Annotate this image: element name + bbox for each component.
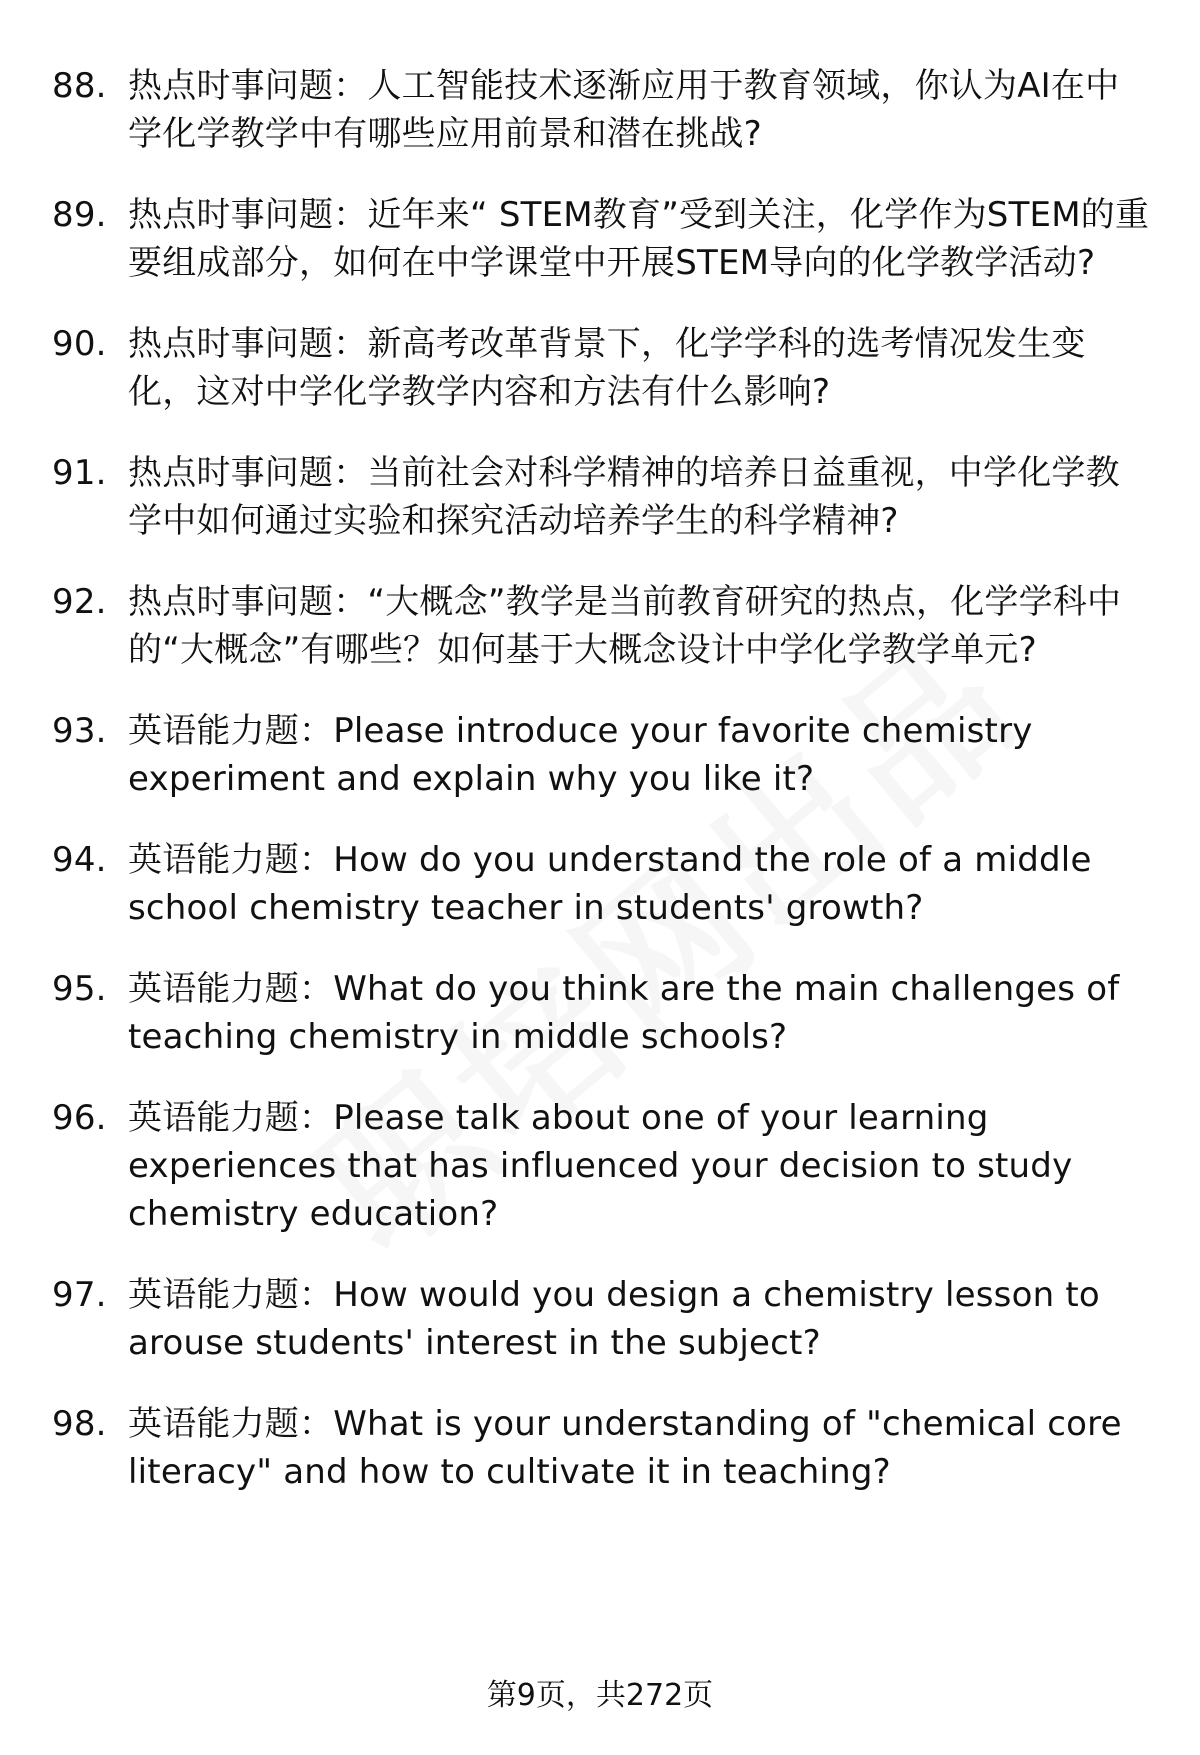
question-list (52, 62, 1152, 1529)
question-number: 90. (52, 324, 107, 364)
question-number: 88. (52, 66, 107, 106)
question-text: 热点时事问题：人工智能技术逐渐应用于教育领域，你认为AI在中学化学教学中有哪些应用前景和潜在挑战? (128, 66, 1120, 154)
question-text: 英语能力题：Please talk about one of your learning experiences that has influenced your decision to study chemistry education? (128, 1098, 1073, 1234)
question-number: 89. (52, 195, 107, 235)
question-item (52, 320, 1152, 416)
question-text: 英语能力题：What is your understanding of "chemical core literacy" and how to cultivate it in teaching? (128, 1404, 1122, 1492)
page-footer: 第9页，共272页 (486, 1678, 714, 1713)
question-item (52, 1094, 1152, 1238)
question-text: 热点时事问题：“大概念”教学是当前教育研究的热点，化学学科中的“大概念”有哪些？如何基于大概念设计中学化学教学单元? (128, 582, 1122, 670)
question-number: 97. (52, 1275, 107, 1315)
question-item (52, 191, 1152, 287)
question-item (52, 965, 1152, 1061)
question-item (52, 449, 1152, 545)
question-text: 热点时事问题：当前社会对科学精神的培养日益重视，中学化学教学中如何通过实验和探究活动培养学生的科学精神? (128, 453, 1120, 541)
question-number: 92. (52, 582, 107, 622)
question-text: 英语能力题：What do you think are the main challenges of teaching chemistry in middle schools? (128, 969, 1120, 1057)
question-item (52, 707, 1152, 803)
question-item (52, 578, 1152, 674)
question-text: 热点时事问题：新高考改革背景下，化学学科的选考情况发生变化，这对中学化学教学内容和方法有什么影响? (128, 324, 1086, 412)
question-text: 英语能力题：Please introduce your favorite chemistry experiment and explain why you like it? (128, 711, 1033, 799)
question-item (52, 1400, 1152, 1496)
question-text: 英语能力题：How would you design a chemistry lesson to arouse students' interest in the subject? (128, 1275, 1100, 1363)
question-number: 98. (52, 1404, 107, 1444)
question-number: 94. (52, 840, 107, 880)
question-number: 96. (52, 1098, 107, 1138)
question-text: 英语能力题：How do you understand the role of a middle school chemistry teacher in students' growth? (128, 840, 1092, 928)
question-number: 91. (52, 453, 107, 493)
question-number: 93. (52, 711, 107, 751)
question-item (52, 62, 1152, 158)
question-item (52, 1271, 1152, 1367)
question-text: 热点时事问题：近年来“ STEM教育”受到关注，化学作为STEM的重要组成部分，如何在中学课堂中开展STEM导向的化学教学活动? (128, 195, 1150, 283)
question-number: 95. (52, 969, 107, 1009)
question-item (52, 836, 1152, 932)
